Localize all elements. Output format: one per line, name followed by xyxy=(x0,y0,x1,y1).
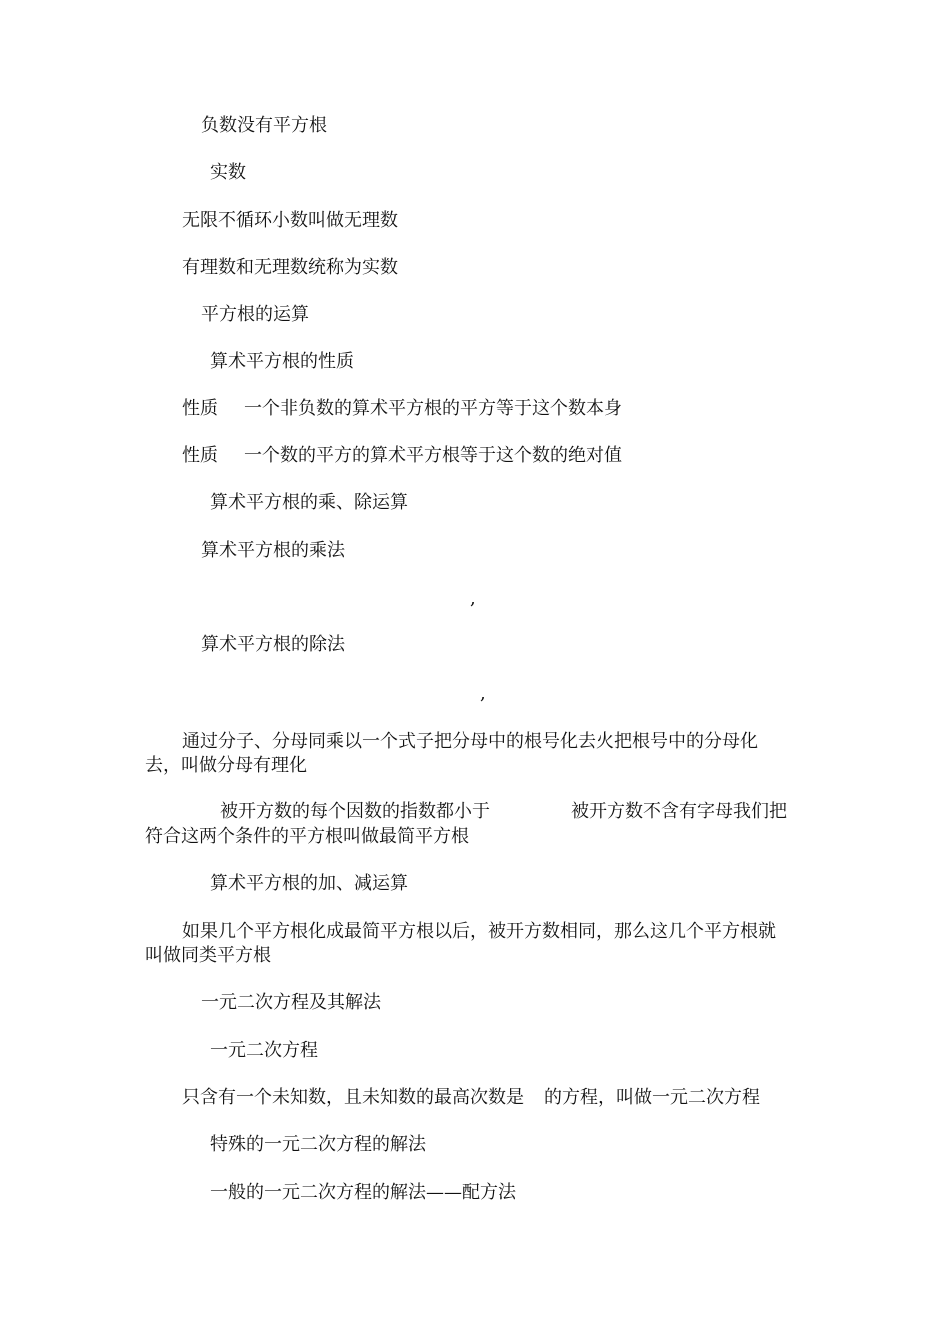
heading-multiplication: 算术平方根的乘法 xyxy=(201,540,345,561)
heading-quadratic-equation: 一元二次方程 xyxy=(210,1040,318,1061)
property-text: 一个数的平方的算术平方根等于这个数的绝对值 xyxy=(244,445,622,466)
property-label: 性质 xyxy=(182,398,218,419)
paragraph-irrational-definition: 无限不循环小数叫做无理数 xyxy=(182,210,398,231)
paragraph-real-definition: 有理数和无理数统称为实数 xyxy=(182,257,398,278)
heading-square-root-operations: 平方根的运算 xyxy=(201,304,309,325)
paragraph-simplest-root-line-1a: 被开方数的每个因数的指数都小于 xyxy=(220,801,490,822)
paragraph-quadratic-definition xyxy=(182,1087,760,1109)
property-text: 一个非负数的算术平方根的平方等于这个数本身 xyxy=(244,398,622,419)
definition-part-2: 的方程，叫做一元二次方程 xyxy=(544,1087,760,1108)
heading-add-subtract: 算术平方根的加、减运算 xyxy=(210,873,408,894)
paragraph-like-roots-line-2: 叫做同类平方根 xyxy=(145,945,271,966)
property-line-1 xyxy=(182,398,622,420)
heading-completing-square: 一般的一元二次方程的解法——配方法 xyxy=(210,1182,516,1203)
definition-part-1: 只含有一个未知数，且未知数的最高次数是 xyxy=(182,1087,524,1108)
heading-real-numbers: 实数 xyxy=(210,162,246,183)
property-label: 性质 xyxy=(182,445,218,466)
paragraph-rationalize-line-2: 去，叫做分母有理化 xyxy=(145,755,307,776)
formula-separator-comma: , xyxy=(480,683,486,704)
heading-multiply-divide: 算术平方根的乘、除运算 xyxy=(210,492,408,513)
paragraph-simplest-root-line-2: 符合这两个条件的平方根叫做最简平方根 xyxy=(145,826,469,847)
heading-negative-no-square-root: 负数没有平方根 xyxy=(201,115,327,136)
heading-quadratic-equations: 一元二次方程及其解法 xyxy=(201,992,381,1013)
property-line-2 xyxy=(182,445,622,467)
heading-division: 算术平方根的除法 xyxy=(201,634,345,655)
paragraph-rationalize-line-1: 通过分子、分母同乘以一个式子把分母中的根号化去火把根号中的分母化 xyxy=(182,731,758,752)
formula-separator-comma: , xyxy=(470,588,476,609)
heading-arithmetic-root-properties: 算术平方根的性质 xyxy=(210,351,354,372)
heading-special-solutions: 特殊的一元二次方程的解法 xyxy=(210,1134,426,1155)
paragraph-simplest-root-line-1b: 被开方数不含有字母我们把 xyxy=(571,801,787,822)
paragraph-like-roots-line-1: 如果几个平方根化成最简平方根以后，被开方数相同，那么这几个平方根就 xyxy=(182,921,776,942)
